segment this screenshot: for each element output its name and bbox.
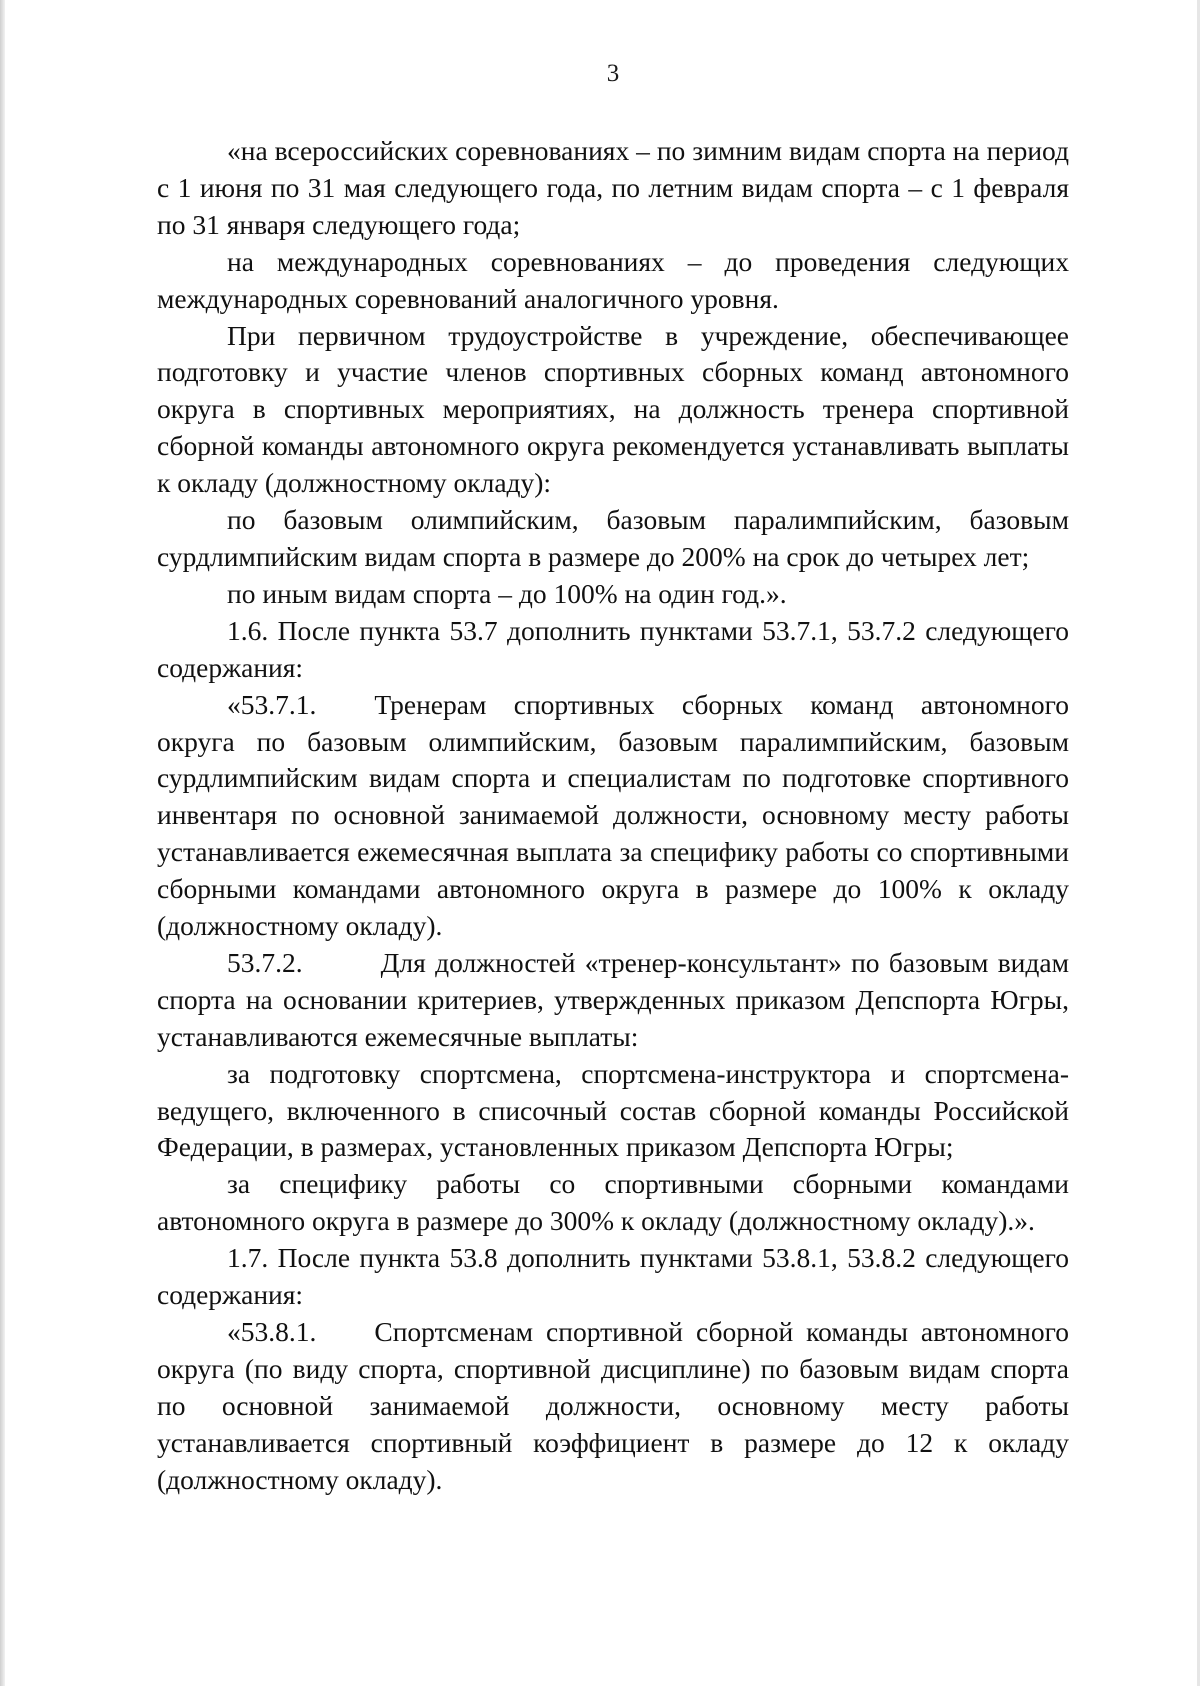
- paragraph: по иным видам спорта – до 100% на один год.».: [227, 577, 787, 609]
- numbered-paragraph: [157, 1314, 1069, 1499]
- paragraph: за подготовку спортсмена, спортсмена-инструктора и спортсмена-ведущего, включенного в списочный состав сборной команды Российской Федерации, в размерах, установленных приказом Депспорта Югры;: [157, 1057, 1069, 1163]
- page-number: 3: [606, 60, 620, 87]
- paragraph: по базовым олимпийским, базовым паралимпийским, базовым сурдлимпийским видам спорта в размере до 200% на срок до четырех лет;: [157, 504, 1069, 572]
- paragraph-number: «53.8.1.: [227, 1316, 317, 1347]
- paragraph-text: Для должностей «тренер-консультант» по базовым видам спорта на основании критериев, утвержденных приказом Депспорта Югры, устанавливаются ежемесячные выплаты:: [157, 946, 1069, 1052]
- paragraph-text: Спортсменам спортивной сборной команды автономного округа (по виду спорта, спортивной дисциплине) по базовым видам спорта по основной занимаемой должности, основному месту работы устанавливается спортивный коэффициент в размере до 12 к окладу (должностному окладу).: [157, 1316, 1069, 1495]
- paragraph: за специфику работы со спортивными сборными командами автономного округа в размере до 300% к окладу (должностному окладу).».: [157, 1168, 1069, 1237]
- paragraph: При первичном трудоустройстве в учреждение, обеспечивающее подготовку и участие членов спортивных сборных команд автономного округа в спортивных мероприятиях, на должность тренера спортивной сборной команды автономного округа рекомендуется устанавливать выплаты к окладу (должностному окладу):: [157, 319, 1069, 499]
- paragraph-number: «53.7.1.: [227, 688, 317, 720]
- paragraph: на международных соревнованиях – до проведения следующих международных соревнований аналогичного уровня.: [157, 245, 1069, 314]
- document-body: [157, 133, 1069, 1499]
- paragraph: «на всероссийских соревнованиях – по зимним видам спорта на период с 1 июня по 31 мая следующего года, по летним видам спорта – с 1 февраля по 31 января следующего года;: [157, 135, 1069, 240]
- paragraph: 1.6. После пункта 53.7 дополнить пунктами 53.7.1, 53.7.2 следующего содержания:: [157, 614, 1069, 683]
- numbered-paragraph: [157, 945, 1069, 1056]
- scan-edge-left: [0, 0, 5, 1686]
- numbered-paragraph: [157, 687, 1069, 945]
- paragraph-number: 53.7.2.: [227, 946, 303, 978]
- paragraph: 1.7. После пункта 53.8 дополнить пунктами 53.8.1, 53.8.2 следующего содержания:: [157, 1242, 1069, 1311]
- paragraph-text: Тренерам спортивных сборных команд автономного округа по базовым олимпийским, базовым паралимпийским, базовым сурдлимпийским видам спорта и специалистам по подготовке спортивного инвентаря по основной занимаемой должности, основному месту работы устанавливается ежемесячная выплата за специфику работы со спортивными сборными командами автономного округа в размере до 100% к окладу (должностному окладу).: [157, 688, 1069, 942]
